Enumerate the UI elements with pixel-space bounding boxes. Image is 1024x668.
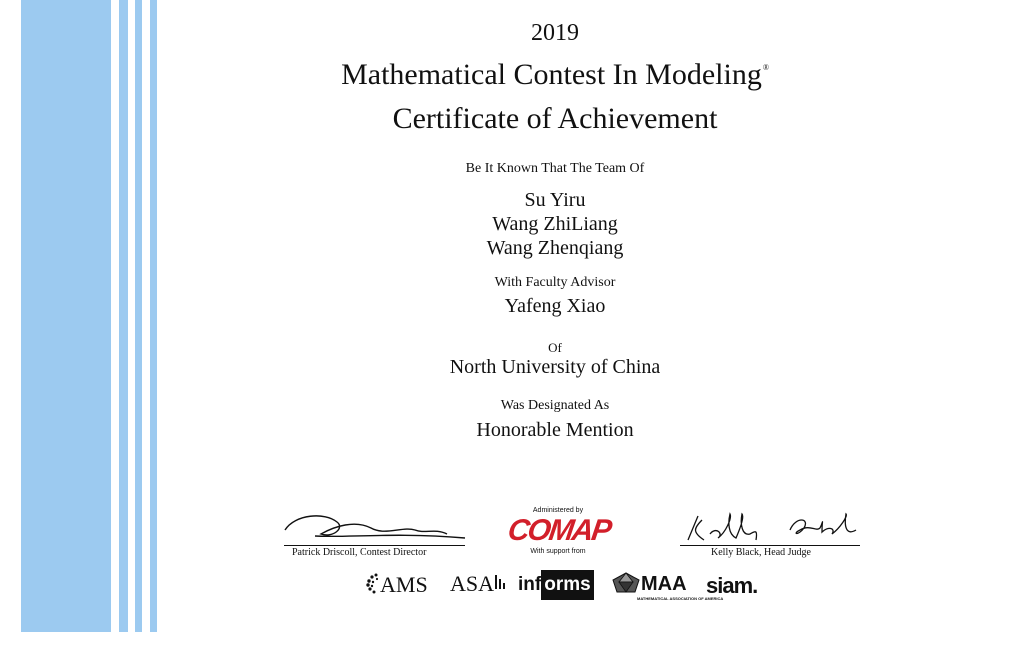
- award-title: Honorable Mention: [476, 419, 634, 441]
- maa-text: MAA: [641, 573, 687, 595]
- left-stripe-4: [150, 0, 157, 632]
- advisor-label: With Faculty Advisor: [494, 275, 616, 290]
- comap-logo: COMAP: [505, 514, 613, 547]
- judge-signature: [680, 510, 865, 546]
- support-label: With support from: [530, 548, 586, 555]
- maa-subtitle: MATHEMATICAL ASSOCIATION OF AMERICA: [637, 596, 724, 601]
- informs-text-b: orms: [541, 570, 593, 600]
- certificate-subtitle: Certificate of Achievement: [392, 102, 718, 135]
- ams-dots-icon: [366, 572, 380, 594]
- asa-text: ASA: [450, 571, 495, 596]
- director-signature: [275, 508, 475, 548]
- asa-bars-icon: [494, 571, 506, 591]
- university-name: North University of China: [449, 356, 661, 378]
- intro-text: Be It Known That The Team Of: [465, 161, 645, 176]
- maa-logo: [611, 572, 724, 601]
- comap-block: [505, 507, 613, 555]
- team-member-2: Wang ZhiLiang: [492, 213, 618, 235]
- asa-logo: [450, 571, 506, 597]
- informs-text-a: inf: [518, 574, 542, 595]
- designation-label: Was Designated As: [500, 398, 610, 413]
- left-stripe-wide: [21, 0, 111, 632]
- faculty-advisor: Yafeng Xiao: [504, 295, 606, 317]
- director-signature-line: [284, 545, 465, 546]
- certificate-year: 2019: [531, 20, 579, 46]
- contest-title: [300, 58, 810, 92]
- informs-logo: [518, 570, 594, 600]
- left-stripe-3: [135, 0, 142, 632]
- maa-polyhedron-icon: [611, 572, 641, 594]
- ams-text: AMS: [380, 572, 428, 597]
- judge-signature-line: [680, 545, 860, 546]
- team-member-1: Su Yiru: [524, 189, 586, 211]
- administered-label: Administered by: [532, 507, 584, 514]
- left-stripe-2: [119, 0, 128, 632]
- of-label: Of: [548, 340, 562, 355]
- team-member-3: Wang Zhenqiang: [486, 237, 624, 259]
- director-caption: Patrick Driscoll, Contest Director: [292, 547, 427, 558]
- siam-logo: siam.: [706, 573, 758, 598]
- ams-logo: [366, 572, 428, 598]
- judge-caption: Kelly Black, Head Judge: [711, 547, 811, 558]
- contest-title-text: Mathematical Contest In Modeling: [341, 58, 762, 91]
- registered-mark: ®: [762, 63, 769, 72]
